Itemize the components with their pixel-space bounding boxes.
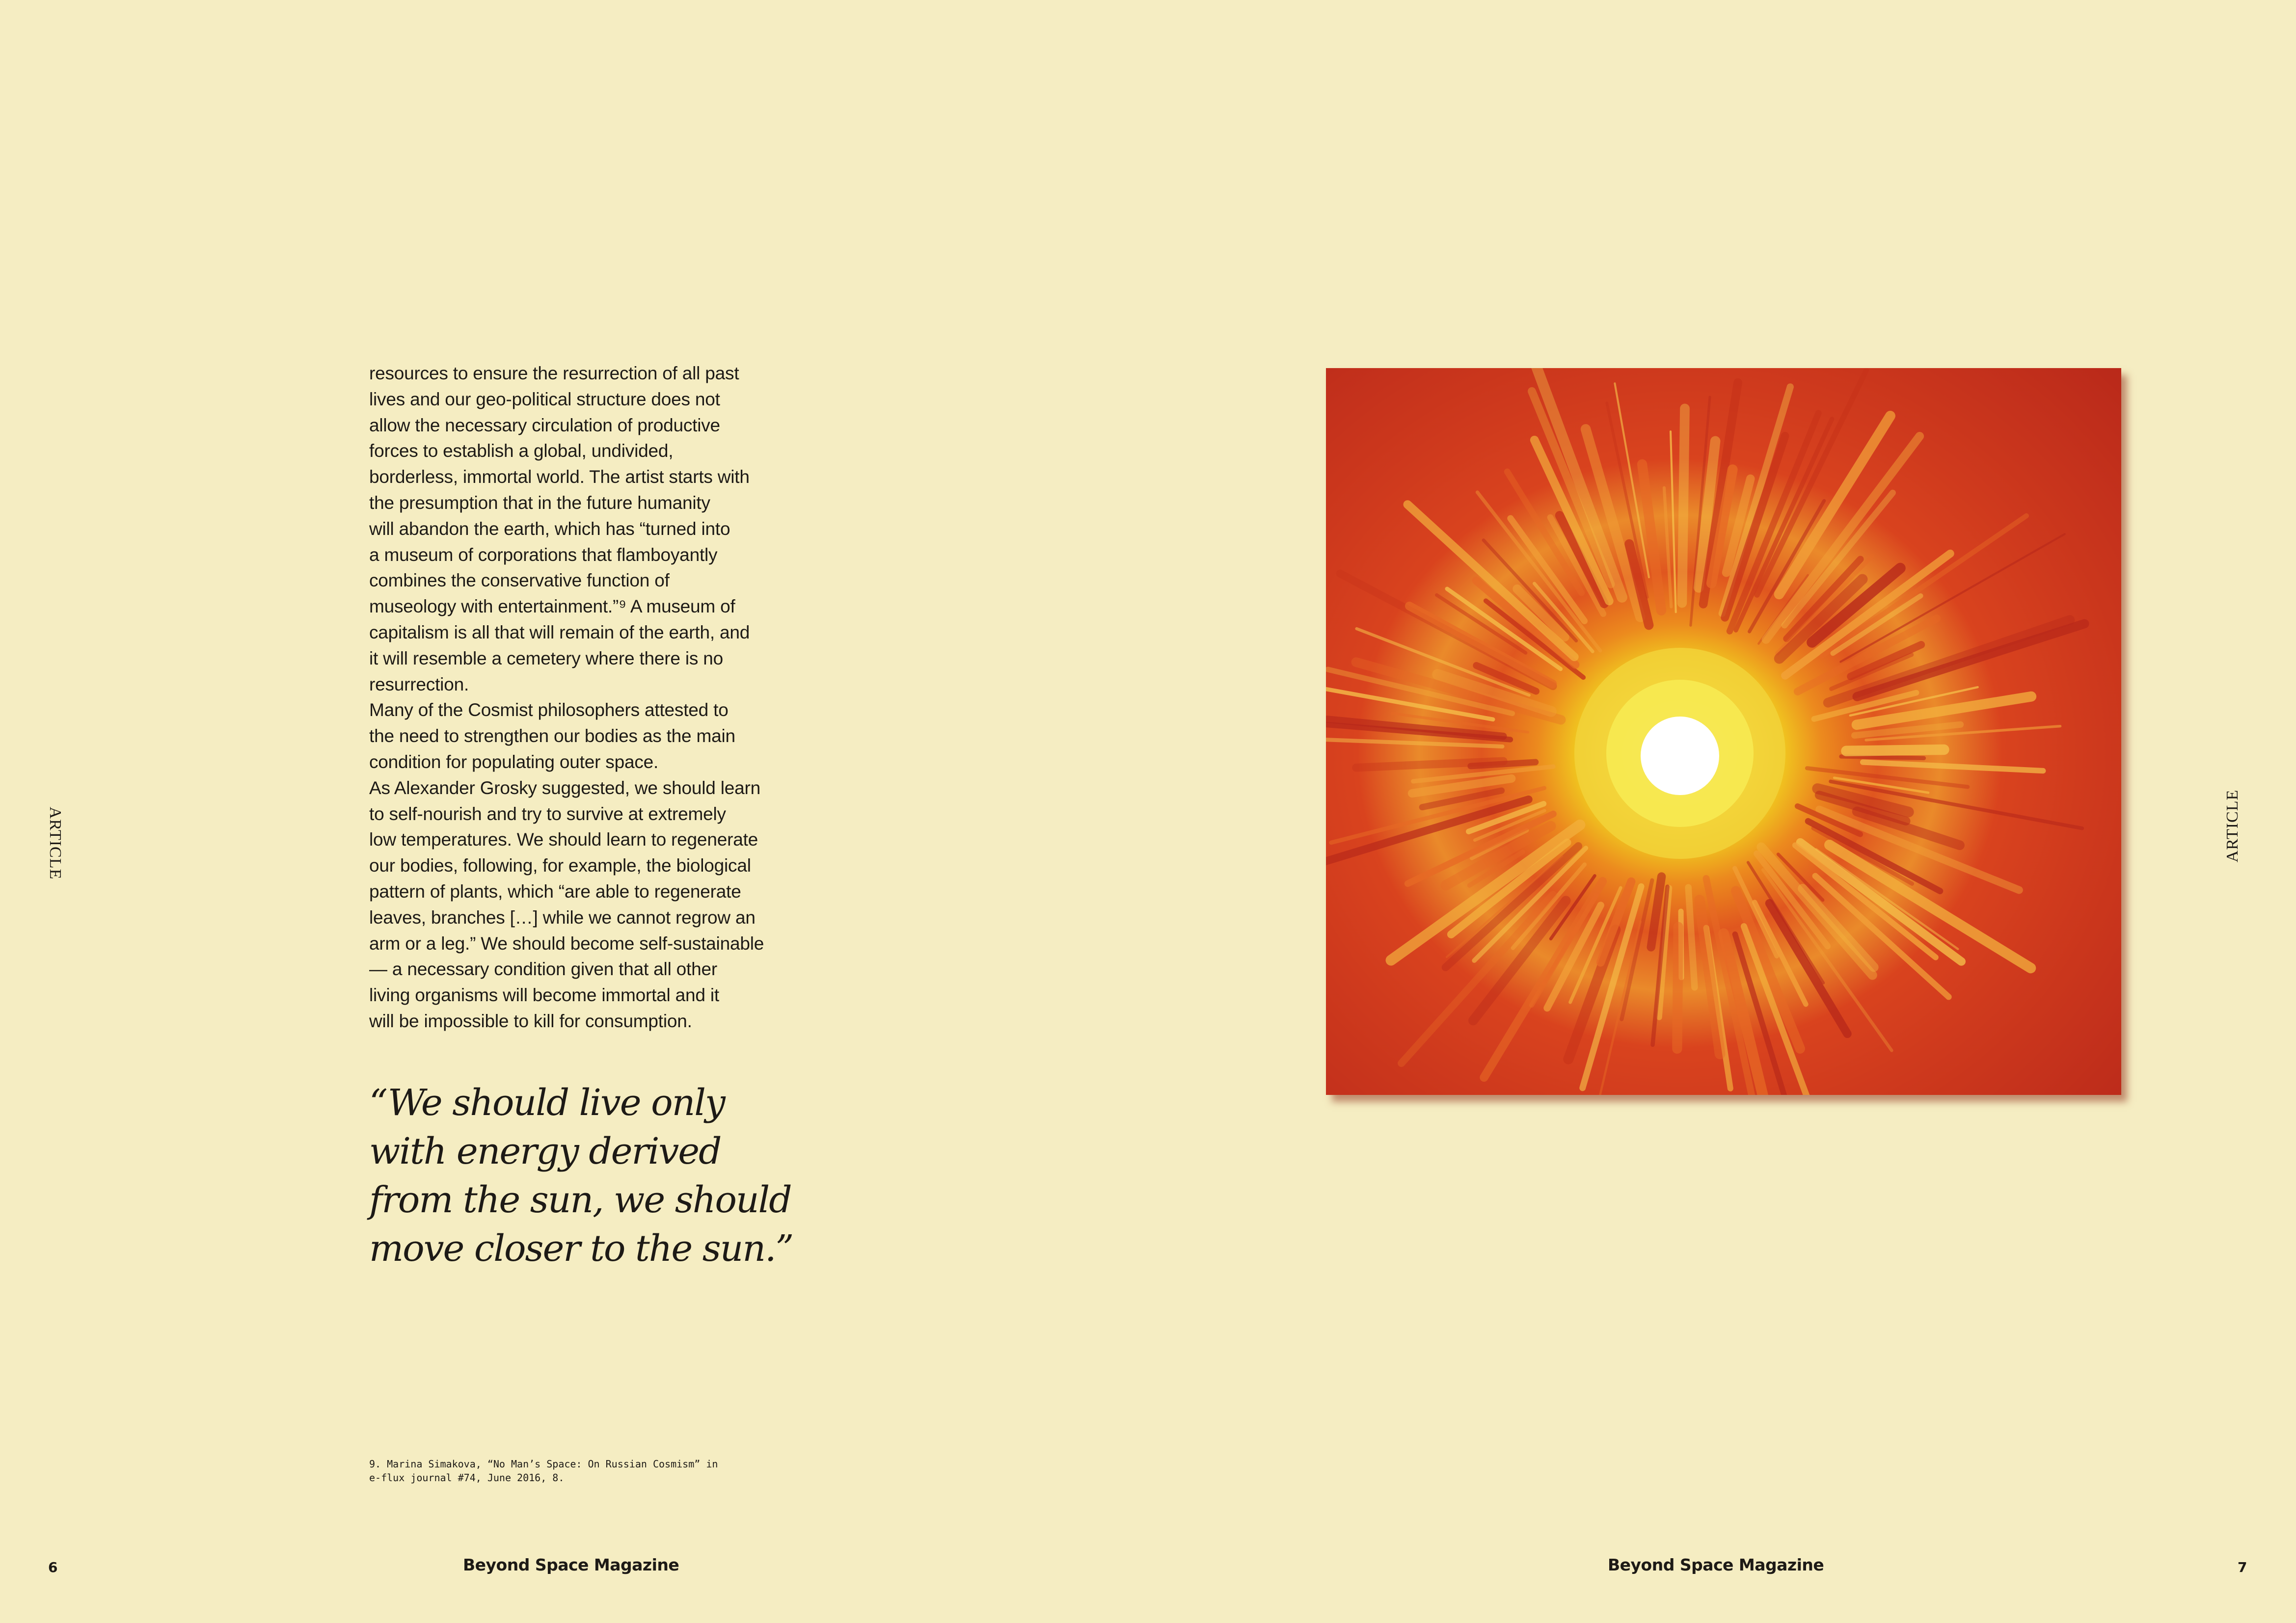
body-line: Many of the Cosmist philosophers attested to	[369, 700, 729, 720]
pull-quote	[369, 1079, 811, 1273]
body-line: will be impossible to kill for consumption.	[369, 1011, 692, 1031]
body-line: low temperatures. We should learn to regenerate	[369, 829, 758, 850]
footnote	[369, 1457, 811, 1485]
body-line: pattern of plants, which “are able to regenerate	[369, 881, 741, 902]
section-label-left: ARTICLE	[46, 806, 64, 880]
sun-white-center	[1641, 717, 1719, 795]
body-line: will abandon the earth, which has “turned into	[369, 518, 730, 539]
body-line: living organisms will become immortal and it	[369, 985, 719, 1006]
body-line: capitalism is all that will remain of the earth, and	[369, 622, 750, 642]
page-number-right: 7	[2238, 1559, 2247, 1575]
sun-ray-stroke	[1677, 927, 1678, 1049]
body-line: museology with entertainment.”⁹ A museum of	[369, 596, 735, 617]
body-line: to self-nourish and try to survive at extremely	[369, 803, 726, 824]
body-line: lives and our geo-political structure does not	[369, 389, 720, 409]
body-line: resources to ensure the resurrection of all past	[369, 363, 739, 383]
article-body-text	[369, 361, 786, 1035]
body-line: leaves, branches […] while we cannot regrow an	[369, 907, 756, 928]
body-line: it will resemble a cemetery where there is no	[369, 648, 724, 668]
footer-magazine-title-left: Beyond Space Magazine	[463, 1555, 679, 1574]
footer-magazine-title-right: Beyond Space Magazine	[1608, 1555, 1824, 1574]
section-label-right: ARTICLE	[2223, 789, 2242, 863]
footnote-line: e-flux journal #74, June 2016, 8.	[369, 1472, 565, 1484]
pull-quote-line: with energy derived	[369, 1130, 721, 1172]
footnote-line: 9. Marina Simakova, “No Man’s Space: On Russian Cosmism” in	[369, 1458, 718, 1470]
body-line: As Alexander Grosky suggested, we should learn	[369, 777, 761, 798]
pull-quote-line: from the sun, we should	[369, 1179, 791, 1221]
sun-ray-stroke	[1846, 749, 1944, 751]
body-line: — a necessary condition given that all other	[369, 959, 717, 980]
sun-ray-stroke	[1682, 408, 1685, 603]
sun-painting-graphic	[1326, 368, 2121, 1095]
body-line: combines the conservative function of	[369, 570, 670, 591]
body-line: a museum of corporations that flamboyantly	[369, 544, 718, 565]
body-line: borderless, immortal world. The artist starts with	[369, 467, 750, 487]
body-line: the need to strengthen our bodies as the main	[369, 726, 735, 746]
body-line: arm or a leg.” We should become self-sustainable	[369, 933, 764, 954]
sun-artwork-image	[1326, 368, 2121, 1095]
body-line: forces to establish a global, undivided,	[369, 441, 674, 461]
body-line: allow the necessary circulation of productive	[369, 415, 720, 435]
body-line: the presumption that in the future humanity	[369, 492, 710, 513]
pull-quote-line: move closer to the sun.”	[369, 1227, 793, 1270]
pull-quote-line: “We should live only	[369, 1082, 725, 1124]
body-line: resurrection.	[369, 674, 469, 694]
body-line: condition for populating outer space.	[369, 751, 659, 772]
page-number-left: 6	[48, 1559, 58, 1575]
sun-ray-stroke	[1841, 756, 1923, 758]
body-line: our bodies, following, for example, the biological	[369, 855, 751, 876]
